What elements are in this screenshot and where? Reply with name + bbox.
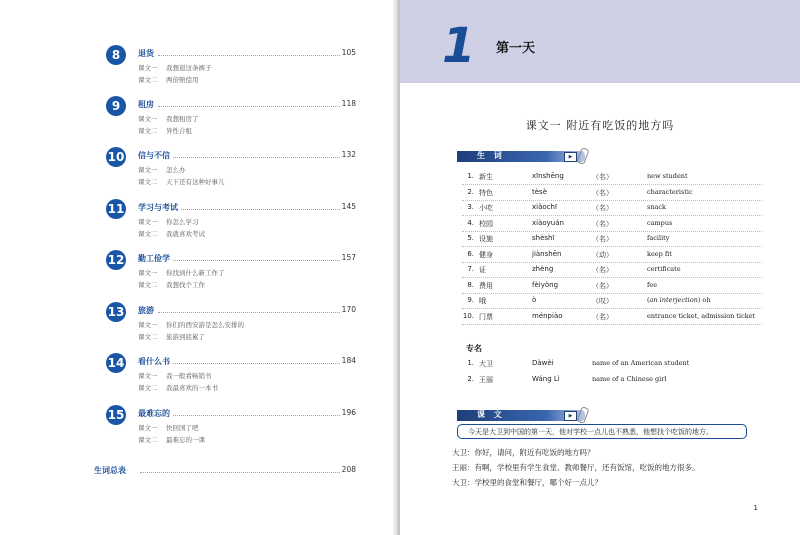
toc-subentry <box>138 114 199 123</box>
toc-title-row <box>138 356 356 368</box>
vocab-number: 2. <box>467 187 474 196</box>
toc-entry <box>106 48 356 88</box>
lesson-header <box>400 0 800 83</box>
vocab-number: 10. <box>462 311 474 320</box>
text-title: 课文一 附近有吃饭的地方吗 <box>525 119 675 132</box>
proper-word: 大卫 <box>479 360 493 368</box>
toc-subentry <box>138 177 225 186</box>
toc-title-row <box>138 99 356 111</box>
toc-subentry <box>138 63 212 72</box>
vocab-pos: （叹） <box>592 297 613 305</box>
vocab-row <box>462 200 762 216</box>
page-number: 1 <box>753 504 758 512</box>
proper-word: 王丽 <box>479 376 493 384</box>
toc-subentry-key: 课文二 <box>138 436 158 444</box>
audio-icon: ▶ <box>564 152 577 162</box>
paperclip-icon <box>577 406 590 424</box>
vocab-pinyin: tèsè <box>532 187 548 196</box>
vocab-english: fee <box>647 280 658 289</box>
toc-subentry-text: 天下还有这种好事儿 <box>166 178 225 186</box>
toc-lesson-title: 勤工俭学 <box>138 254 170 263</box>
vocab-pinyin: xiǎochī <box>532 203 557 211</box>
vocab-pinyin: xiàoyuán <box>532 218 564 227</box>
vocab-english: keep fit <box>647 249 672 258</box>
lesson-number-badge: 12 <box>106 250 126 270</box>
leader-dots <box>158 415 340 416</box>
vocab-pinyin: jiànshēn <box>532 249 562 258</box>
dialog-line: 大卫：你好，请问，附近有吃饭的地方吗？ <box>452 448 595 457</box>
paperclip-icon <box>577 147 590 165</box>
vocab-pinyin: zhèng <box>532 265 554 273</box>
toc-lesson-title: 最难忘的 <box>138 409 170 418</box>
toc-title-row <box>138 48 356 60</box>
toc-page-number: 105 <box>341 48 356 57</box>
vocab-word: 小吃 <box>479 204 493 212</box>
vocab-row <box>462 309 762 325</box>
glossary-page: 208 <box>341 465 356 474</box>
toc-subentry-key: 课文二 <box>138 178 158 186</box>
toc-subentry <box>138 217 199 226</box>
vocab-number: 3. <box>467 203 474 211</box>
vocab-row <box>462 278 762 294</box>
lesson-number-badge: 14 <box>106 353 126 373</box>
vocab-number: 6. <box>467 249 474 258</box>
vocab-word: 校园 <box>479 219 493 228</box>
toc-subentry <box>138 165 186 174</box>
vocab-english: facility <box>647 234 670 242</box>
toc-title-row <box>138 253 356 265</box>
vocab-number: 9. <box>467 296 474 304</box>
text-section-label: 课 文 <box>477 410 505 419</box>
toc-subentry-text: 你们的西安游是怎么安排的 <box>166 321 244 329</box>
toc-subentry-key: 课文一 <box>138 424 158 432</box>
toc-subentry-key: 课文二 <box>138 281 158 289</box>
vocab-pos: （名） <box>592 204 613 212</box>
toc-glossary-row <box>94 465 356 477</box>
vocab-english: entrance ticket, admission ticket <box>647 311 756 320</box>
toc-lesson-title: 退货 <box>138 49 154 58</box>
toc-lesson-title: 学习与考试 <box>138 203 178 212</box>
toc-subentry <box>138 332 205 341</box>
intro-box: 今天是大卫到中国的第一天，他对学校一点儿也不熟悉，他想找个吃饭的地方。 <box>457 424 747 439</box>
toc-page-number: 157 <box>341 253 356 262</box>
toc-entry <box>106 99 356 139</box>
vocab-row <box>462 247 762 263</box>
lesson-number-badge: 15 <box>106 405 126 425</box>
toc-title-row <box>138 150 356 162</box>
toc-subentry <box>138 320 244 329</box>
proper-nouns-heading: 专名 <box>466 344 482 353</box>
toc-subentry-text: 最难忘的一课 <box>166 436 205 444</box>
toc-title-row <box>138 202 356 214</box>
leader-dots <box>158 55 340 56</box>
vocab-word: 健身 <box>479 250 493 259</box>
toc-entry <box>106 305 356 345</box>
vocab-word: 证 <box>479 266 486 274</box>
toc-subentry-text: 旅游到底累了 <box>166 333 205 341</box>
toc-subentry-text: 我就喜欢考试 <box>166 230 205 238</box>
vocab-pos: （名） <box>592 188 613 197</box>
vocab-section-bar <box>457 151 585 162</box>
vocab-pos: （名） <box>592 173 613 181</box>
toc-subentry-key: 课文一 <box>138 218 158 226</box>
toc-subentry <box>138 75 199 84</box>
toc-subentry-key: 课文二 <box>138 230 158 238</box>
toc-subentry-key: 课文一 <box>138 372 158 380</box>
toc-subentry-key: 课文一 <box>138 321 158 329</box>
proper-english: name of a Chinese girl <box>592 375 667 383</box>
toc-subentry <box>138 280 205 289</box>
vocab-row <box>462 262 762 278</box>
vocab-english: campus <box>647 218 673 227</box>
text-section-bar <box>457 410 585 421</box>
vocab-number: 4. <box>467 218 474 227</box>
vocab-pinyin: ménpiào <box>532 311 563 320</box>
vocab-pos: （名） <box>592 219 613 228</box>
lesson-title: 第一天 <box>496 41 536 56</box>
lesson-number-badge: 9 <box>106 96 126 116</box>
vocab-row <box>462 169 762 185</box>
vocab-pos: （名） <box>592 281 613 290</box>
vocab-word: 设施 <box>479 235 493 243</box>
leader-dots <box>158 209 340 210</box>
toc-page-number: 132 <box>341 150 356 159</box>
toc-subentry-key: 课文一 <box>138 166 158 174</box>
glossary-title: 生词总表 <box>94 466 126 475</box>
vocab-english-italic: an interjection <box>649 296 698 304</box>
vocab-word: 特色 <box>479 188 493 197</box>
toc-subentry-key: 课文二 <box>138 384 158 392</box>
leader-dots <box>158 106 340 107</box>
toc-entry <box>106 356 356 396</box>
vocab-row <box>462 231 762 247</box>
toc-subentry <box>138 268 225 277</box>
audio-icon: ▶ <box>564 411 577 421</box>
toc-subentry-text: 怎么办 <box>166 166 186 174</box>
proper-english: name of an American student <box>592 359 690 367</box>
vocab-english-rest: oh <box>702 296 711 304</box>
vocab-number: 1. <box>467 172 474 180</box>
toc-title-row <box>138 305 356 317</box>
lesson-number: 1 <box>442 18 476 74</box>
toc-subentry <box>138 371 212 380</box>
vocab-english: certificate <box>647 265 681 273</box>
toc-subentry-text: 我最喜欢的一本书 <box>166 384 218 392</box>
toc-subentry <box>138 423 199 432</box>
vocab-word: 门票 <box>479 312 493 321</box>
toc-subentry-key: 课文一 <box>138 64 158 72</box>
toc-lesson-title: 租房 <box>138 100 154 109</box>
toc-subentry-key: 课文二 <box>138 333 158 341</box>
toc-page-number: 196 <box>341 408 356 417</box>
leader-dots <box>158 260 340 261</box>
toc-subentry-text: 两倍赔偿用 <box>166 76 199 84</box>
vocab-pinyin: ò <box>532 296 537 304</box>
toc-subentry-text: 异性合租 <box>166 127 192 135</box>
toc-subentry-text: 你怎么学习 <box>166 218 199 226</box>
vocab-pinyin: fèiyòng <box>532 280 559 289</box>
toc-subentry-text: 我想退这条裤子 <box>166 64 212 72</box>
toc-page-number: 184 <box>341 356 356 365</box>
vocab-word: 新生 <box>479 173 493 181</box>
toc-page-number: 145 <box>341 202 356 211</box>
vocab-pinyin: shèshī <box>532 234 555 242</box>
toc-subentry <box>138 383 218 392</box>
vocab-section-label: 生 词 <box>477 151 505 160</box>
vocab-english: (an interjection) oh <box>647 296 711 304</box>
vocab-english: characteristic <box>647 187 693 196</box>
lesson-page <box>400 0 800 535</box>
leader-dots <box>140 472 340 473</box>
vocab-number: 8. <box>467 280 474 289</box>
dialog-line: 大卫：学校里的食堂和餐厅，哪个好一点儿？ <box>452 478 602 487</box>
toc-lesson-title: 看什么书 <box>138 357 170 366</box>
proper-number: 1. <box>467 359 474 367</box>
toc-lesson-title: 旅游 <box>138 306 154 315</box>
proper-number: 2. <box>467 375 474 383</box>
proper-noun-row <box>462 373 762 388</box>
toc-subentry-key: 课文二 <box>138 76 158 84</box>
lesson-number-badge: 10 <box>106 147 126 167</box>
toc-subentry <box>138 126 192 135</box>
toc-subentry-text: 我一般看畅销书 <box>166 372 212 380</box>
proper-pinyin: Wáng Lì <box>532 375 560 383</box>
toc-subentry <box>138 435 205 444</box>
toc-subentry-text: 我想找个工作 <box>166 281 205 289</box>
toc-subentry-key: 课文二 <box>138 127 158 135</box>
vocab-pos: （名） <box>592 235 613 243</box>
toc-entry <box>106 150 356 190</box>
vocab-word: 哦 <box>479 297 486 305</box>
vocab-row <box>462 293 762 309</box>
proper-pinyin: Dàwèi <box>532 359 554 367</box>
proper-noun-row <box>462 357 762 372</box>
vocab-pos: （名） <box>592 266 613 274</box>
vocab-english: new student <box>647 172 688 180</box>
toc-entry <box>106 253 356 293</box>
leader-dots <box>158 363 340 364</box>
toc-lesson-title: 信与不信 <box>138 151 170 160</box>
toc-entry <box>106 202 356 242</box>
dialog-line: 王丽：有啊，学校里有学生食堂、教师餐厅，还有饭馆，吃饭的地方很多。 <box>452 463 700 472</box>
toc-subentry-text: 快回国了吧 <box>166 424 199 432</box>
vocab-word: 费用 <box>479 281 493 290</box>
vocab-number: 7. <box>467 265 474 273</box>
toc-page-number: 170 <box>341 305 356 314</box>
toc-page-number: 118 <box>341 99 356 108</box>
vocab-pos: （名） <box>592 312 613 321</box>
toc-subentry-key: 课文一 <box>138 115 158 123</box>
lesson-number-badge: 8 <box>106 45 126 65</box>
lesson-number-badge: 11 <box>106 199 126 219</box>
leader-dots <box>158 312 340 313</box>
toc-subentry-text: 我想租房了 <box>166 115 199 123</box>
toc-subentry-text: 你找到什么新工作了 <box>166 269 225 277</box>
vocab-row <box>462 216 762 232</box>
toc-page <box>0 0 399 535</box>
vocab-english: snack <box>647 203 666 211</box>
vocab-row <box>462 185 762 201</box>
toc-title-row <box>138 408 356 420</box>
vocab-pos: （动） <box>592 250 613 259</box>
lesson-number-badge: 13 <box>106 302 126 322</box>
vocab-pinyin: xīnshēng <box>532 172 564 180</box>
toc-subentry <box>138 229 205 238</box>
toc-subentry-key: 课文一 <box>138 269 158 277</box>
leader-dots <box>158 157 340 158</box>
vocab-number: 5. <box>467 234 474 242</box>
toc-entry <box>106 408 356 448</box>
